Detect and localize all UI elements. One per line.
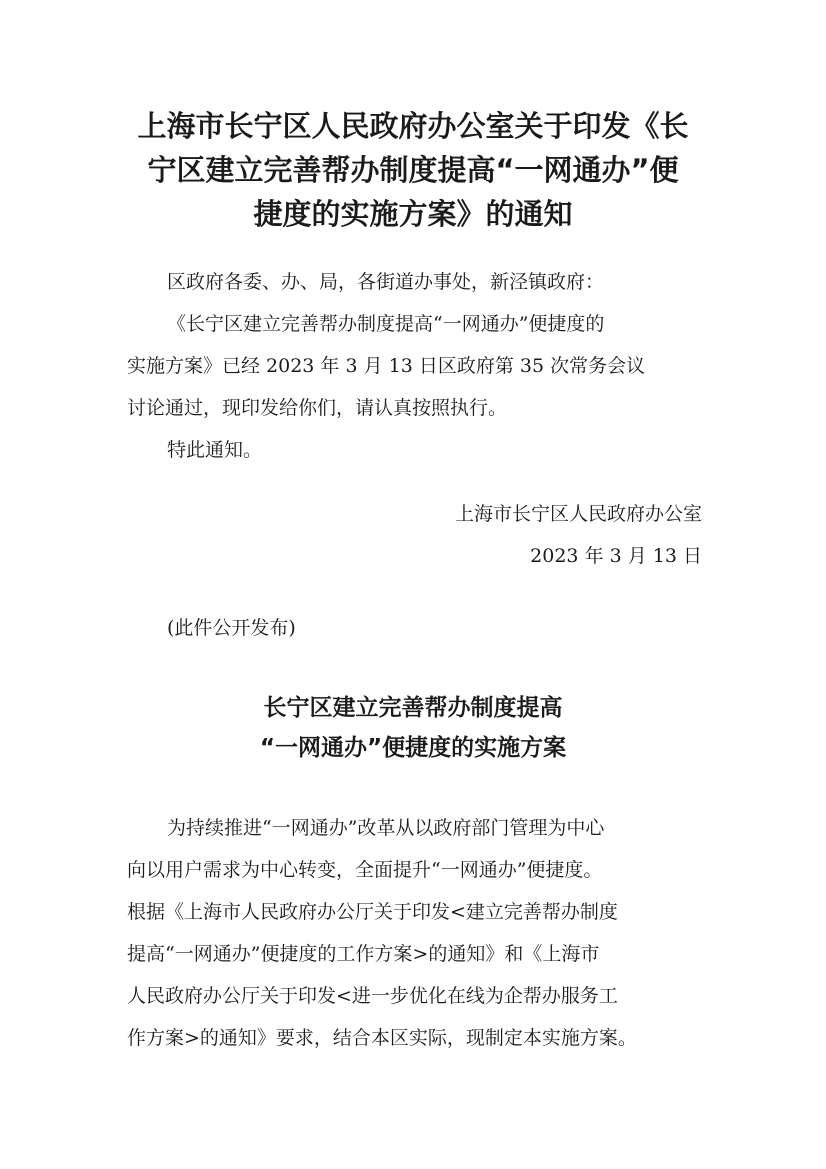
intro-line: 向以用户需求为中心转变，全面提升“一网通办”便捷度。 [127, 859, 603, 881]
body-line: 《长宁区建立完善帮办制度提高“一网通办”便捷度的 [167, 313, 605, 335]
plan-title-line: 长宁区建立完善帮办制度提高 [263, 695, 563, 721]
body-line: 实施方案》已经 2023 年 3 月 13 日区政府第 35 次常务会议 [127, 355, 646, 377]
plan-intro-text [127, 807, 703, 1059]
intro-line: 为持续推进“一网通办”改革从以政府部门管理为中心 [167, 817, 605, 839]
plan-intro-paragraph [127, 807, 703, 1059]
notice-body-text [127, 303, 703, 429]
intro-line: 提高“一网通办”便捷度的工作方案>的通知》和《上海市 [127, 943, 600, 965]
signature-date: 2023 年 3 月 13 日 [530, 545, 702, 567]
salutation [127, 261, 703, 303]
salutation-text: 区政府各委、办、局，各街道办事处，新泾镇政府： [167, 271, 605, 293]
notice-title-line: 上海市长宁区人民政府办公室关于印发《长 [137, 109, 689, 143]
notice-title [110, 104, 716, 236]
body-line: 讨论通过，现印发给你们，请认真按照执行。 [127, 397, 508, 419]
intro-line: 人民政府办公厅关于印发<进一步优化在线为企帮办服务工 [127, 985, 618, 1007]
notice-body-paragraph [127, 303, 703, 429]
signer-organization: 上海市长宁区人民政府办公室 [454, 503, 702, 525]
publication-note: (此件公开发布) [167, 617, 296, 639]
intro-line: 作方案>的通知》要求，结合本区实际，现制定本实施方案。 [127, 1027, 637, 1049]
closing [127, 429, 703, 471]
closing-text: 特此通知。 [167, 439, 263, 461]
notice-title-line: 宁区建立完善帮办制度提高“一网通办”便 [147, 153, 679, 187]
plan-title [110, 688, 716, 768]
plan-title-line: “一网通办”便捷度的实施方案 [259, 735, 567, 761]
intro-line: 根据《上海市人民政府办公厅关于印发<建立完善帮办制度 [127, 901, 618, 923]
notice-title-line: 捷度的实施方案》的通知 [253, 197, 573, 231]
